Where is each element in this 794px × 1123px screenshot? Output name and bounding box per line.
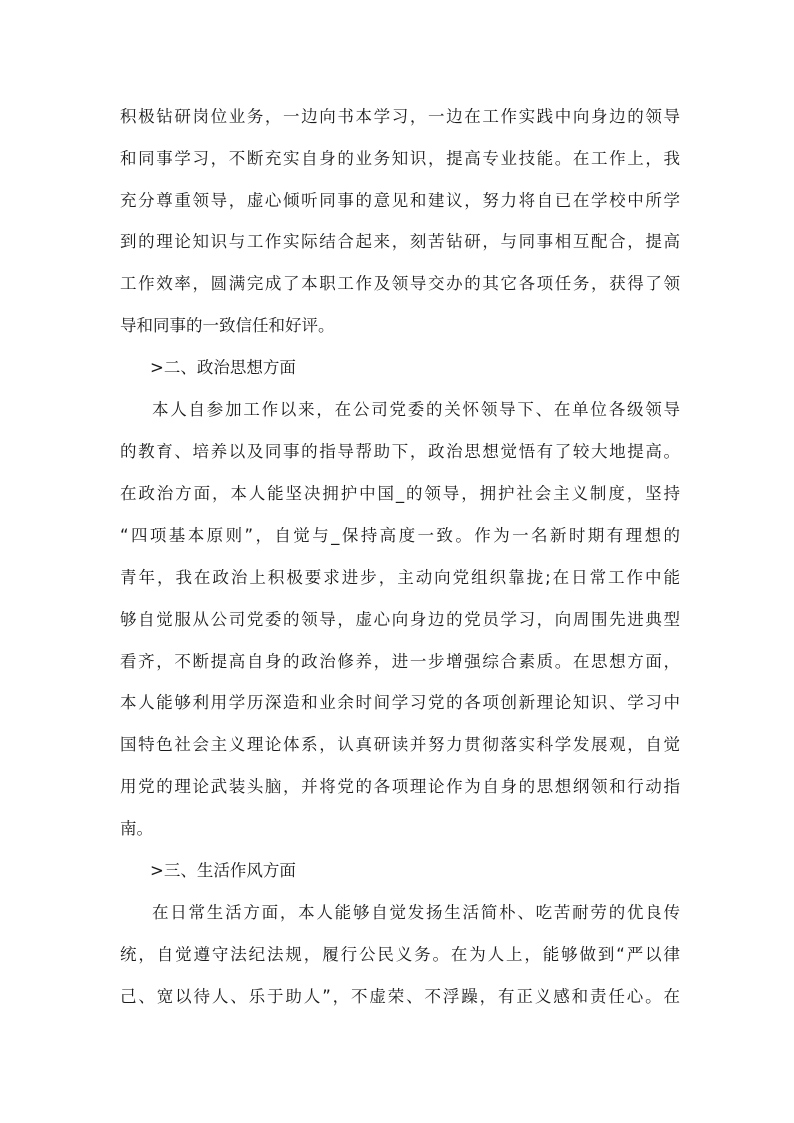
body-text-line: 己、宽以待人、乐于助人”，不虚荣、不浮躁，有正义感和责任心。在 bbox=[120, 987, 680, 1006]
section-heading: >三、生活作风方面 bbox=[150, 861, 296, 880]
body-text-line: 统，自觉遵守法纪法规，履行公民义务。在为人上，能够做到“严以律 bbox=[120, 945, 680, 964]
body-text-line: “四项基本原则”，自觉与_保持高度一致。作为一名新时期有理想的 bbox=[120, 526, 680, 545]
body-text-line: 导和同事的一致信任和好评。 bbox=[120, 316, 335, 335]
body-text-line: 和同事学习，不断充实自身的业务知识，提高专业技能。在工作上，我 bbox=[120, 149, 680, 168]
body-text-line: 本人能够利用学历深造和业余时间学习党的各项创新理论知识、学习中 bbox=[120, 693, 680, 712]
body-text-line: 在政治方面，本人能坚决拥护中国_的领导，拥护社会主义制度，坚持 bbox=[120, 484, 680, 503]
body-text-line: 青年，我在政治上积极要求进步，主动向党组织靠拢;在日常工作中能 bbox=[120, 568, 680, 587]
body-text-line: 充分尊重领导，虚心倾听同事的意见和建议，努力将自已在学校中所学 bbox=[120, 191, 680, 210]
body-text-line: 用党的理论武装头脑，并将党的各项理论作为自身的思想纲领和行动指 bbox=[120, 777, 680, 796]
body-text-line: 南。 bbox=[120, 819, 153, 838]
body-text-line: 看齐，不断提高自身的政治修养，进一步增强综合素质。在思想方面， bbox=[120, 652, 680, 671]
body-text-line: 工作效率，圆满完成了本职工作及领导交办的其它各项任务，获得了领 bbox=[120, 274, 680, 293]
body-text-line: 积极钻研岗位业务，一边向书本学习，一边在工作实践中向身边的领导 bbox=[120, 107, 680, 126]
body-text-line: 够自觉服从公司党委的领导，虚心向身边的党员学习，向周围先进典型 bbox=[120, 610, 680, 629]
body-text-line: 到的理论知识与工作实际结合起来，刻苦钻研，与同事相互配合，提高 bbox=[120, 232, 680, 251]
body-text-line: 国特色社会主义理论体系，认真研读并努力贯彻落实科学发展观，自觉 bbox=[120, 735, 680, 754]
body-text-line: 的教育、培养以及同事的指导帮助下，政治思想觉悟有了较大地提高。 bbox=[120, 442, 680, 461]
section-heading: >二、政治思想方面 bbox=[150, 358, 296, 377]
body-text-line: 本人自参加工作以来，在公司党委的关怀领导下、在单位各级领导 bbox=[152, 400, 680, 419]
body-text-line: 在日常生活方面，本人能够自觉发扬生活简朴、吃苦耐劳的优良传 bbox=[152, 903, 680, 922]
